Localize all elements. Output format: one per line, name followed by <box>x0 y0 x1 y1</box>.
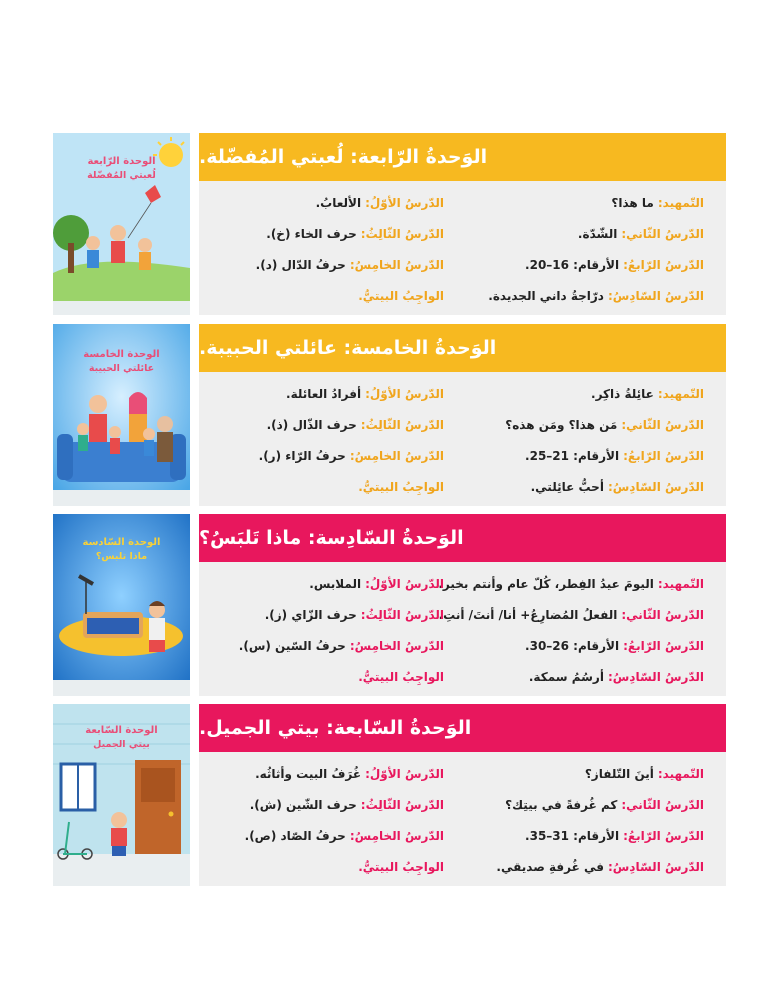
lesson-item: التّمهيد:عائِلةُ ذاكِر. <box>591 387 704 401</box>
lesson-item: الواجِبُ البيتيُّ. <box>358 289 444 303</box>
unit-6-panel <box>199 514 726 696</box>
lesson-item: الدّرسُ الخامِسُ:حرفُ السّين (س). <box>238 639 444 653</box>
unit-6-lessons <box>199 562 726 696</box>
unit-7-header <box>199 704 726 752</box>
lesson-item: الدّرسُ الأوّلُ:غُرَفُ البيت وأثاثُه. <box>255 767 444 781</box>
lesson-item: الدّرسُ الرّابعُ:الأرقام: 26–30. <box>525 639 704 653</box>
lesson-item: الدّرسُ الثّالِثُ:حرف الشّين (ش). <box>249 798 444 812</box>
lesson-item: الدّرسُ الأوّلُ:أفرادُ العائلة. <box>286 387 444 401</box>
lesson-item: الدّرسُ الرّابعُ:الأرقام: 21–25. <box>525 449 704 463</box>
lesson-item: التّمهيد:أينَ التّلفاز؟ <box>584 767 704 781</box>
unit-5 <box>53 324 726 506</box>
unit-5-panel <box>199 324 726 506</box>
lesson-item: الدّرسُ السّادِسُ:في غُرفةِ صديقي. <box>496 860 704 874</box>
unit-7-panel <box>199 704 726 886</box>
lesson-item: الدّرسُ الرّابعُ:الأرقام: 16–20. <box>525 258 704 272</box>
unit-4 <box>53 133 726 315</box>
unit-7-cover <box>53 704 190 886</box>
unit-5-title: الوَحدةُ الخامسة: عائلتي الحبيبة. <box>199 337 497 359</box>
unit-6-cover <box>53 514 190 696</box>
unit-7-title: الوَحدةُ السّابعة: بيتي الجميل. <box>199 717 472 739</box>
unit-6-header <box>199 514 726 562</box>
lesson-item: الدّرسُ الخامِسُ:حرفُ الرّاء (ر). <box>258 449 444 463</box>
unit-5-cover-subtitle: عائلتي الحبيبة <box>88 363 155 374</box>
unit-4-header <box>199 133 726 181</box>
lesson-item: الواجِبُ البيتيُّ. <box>358 480 444 494</box>
unit-4-cover-title: الوحدة الرّابعة <box>87 156 156 167</box>
unit-6-cover-title: الوحدة السّادسة <box>82 537 161 548</box>
lesson-item: الدّرسُ الثّاني:الشّدّة. <box>577 227 704 241</box>
lesson-item: الدّرسُ الخامِسُ:حرفُ الصّاد (ص). <box>244 829 444 843</box>
lesson-item: الدّرسُ الثّالِثُ:حرف الخاء (خ). <box>266 227 444 241</box>
unit-6 <box>53 514 726 696</box>
lesson-item: الدّرسُ الثّاني:الفعلُ المُضارِعُ+ أنا/ أنتَ/ أنتِ. <box>438 608 704 622</box>
lesson-item: الدّرسُ السّادِسُ:أحبُّ عائِلتي. <box>530 480 704 494</box>
unit-6-title: الوَحدةُ السّادِسة: ماذا تَلبَسُ؟ <box>199 527 464 549</box>
unit-4-cover <box>53 133 190 315</box>
unit-7 <box>53 704 726 886</box>
lesson-item: التّمهيد:اليومَ عيدُ الفِطر، كُلّ عام وأنتم بخير. <box>438 577 704 591</box>
unit-7-cover-subtitle: بيتي الجميل <box>93 739 150 750</box>
unit-7-cover-title: الوحدة السّابعة <box>85 725 158 736</box>
lesson-item: الدّرسُ السّادِسُ:درّاجةُ داني الجديدة. <box>488 289 704 303</box>
unit-4-cover-subtitle: لُعبتي المُفضّلة <box>87 170 156 181</box>
lesson-item: الدّرسُ الثّالِثُ:حرف الزّاي (ز). <box>264 608 444 622</box>
unit-4-panel <box>199 133 726 315</box>
lesson-item: الدّرسُ الأوّلُ:الألعابُ. <box>315 196 444 210</box>
lesson-item: التّمهيد:ما هذا؟ <box>611 196 704 210</box>
unit-5-cover-title: الوحدة الخامسة <box>83 349 160 360</box>
lesson-item: الدّرسُ الخامِسُ:حرفُ الدّال (د). <box>255 258 444 272</box>
unit-5-lessons <box>199 372 726 506</box>
lesson-item: الدّرسُ الثّاني:كم غُرفةً في بيتِك؟ <box>505 798 704 812</box>
unit-7-lessons <box>199 752 726 886</box>
lesson-item: الواجِبُ البيتيُّ. <box>358 670 444 684</box>
lesson-item: الدّرسُ الثّالِثُ:حرف الذّال (ذ). <box>266 418 444 432</box>
unit-5-header <box>199 324 726 372</box>
lesson-item: الدّرسُ الأوّلُ:الملابس. <box>309 577 444 591</box>
unit-4-title: الوَحدةُ الرّابعة: لُعبتي المُفضّلة. <box>199 146 488 168</box>
lesson-item: الدّرسُ الثّاني:مَن هذا؟ ومَن هذه؟ <box>505 418 704 432</box>
lesson-item: الدّرسُ السّادِسُ:أرسُمُ سمكة. <box>528 670 704 684</box>
lesson-item: الواجِبُ البيتيُّ. <box>358 860 444 874</box>
unit-4-lessons <box>199 181 726 315</box>
unit-6-cover-subtitle: ماذا تلبس؟ <box>95 551 148 562</box>
lesson-item: الدّرسُ الرّابعُ:الأرقام: 31–35. <box>525 829 704 843</box>
unit-5-cover <box>53 324 190 506</box>
